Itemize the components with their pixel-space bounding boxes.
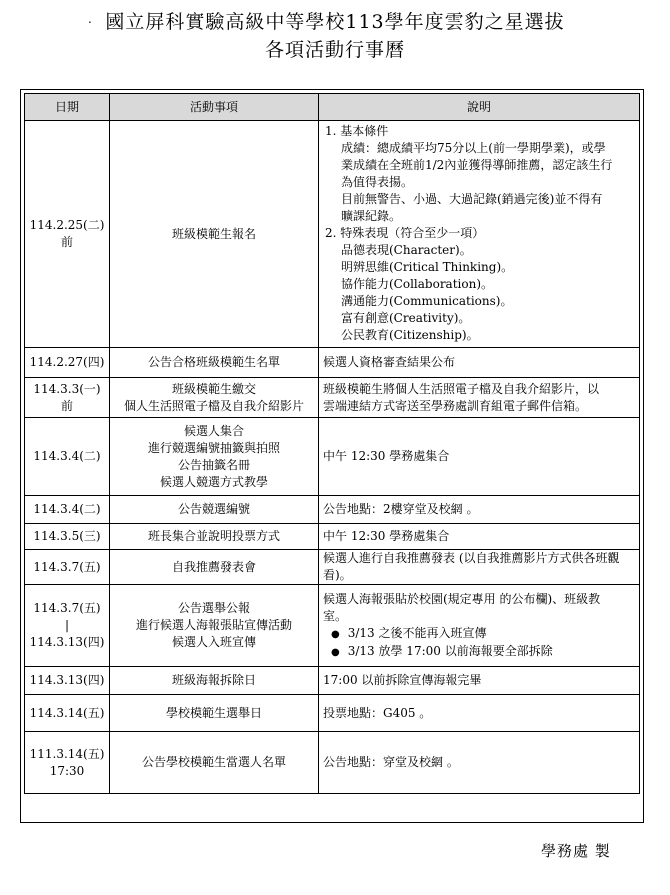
date-cell: [25, 348, 110, 378]
date-cell: [25, 732, 110, 794]
activity-cell: [110, 496, 319, 524]
description-text: 公告地點：穿堂及校網 。: [323, 755, 459, 769]
description-text: 目前無警告、小過、大過記錄(銷過完後)並不得有: [341, 192, 603, 206]
date-cell: [25, 585, 110, 667]
table-row: [25, 121, 640, 348]
description-cell: [319, 550, 640, 585]
description-cell: [319, 121, 640, 348]
document-title: 國立屏科實驗高級中等學校113學年度雲豹之星選拔: [105, 11, 565, 33]
date-cell: [25, 550, 110, 585]
column-header-date: 日期: [25, 94, 110, 121]
activity-text: 進行競選編號抽籤與拍照: [147, 440, 280, 455]
activity-text: 個人生活照電子檔及自我介紹影片: [123, 398, 304, 413]
description-text: 候選人海報張貼於校園(規定專用 的公布欄)、班級教: [323, 591, 601, 606]
description-text: 雲端連結方式寄送至學務處訓育組電子郵件信箱。: [323, 398, 588, 413]
activity-cell: [110, 418, 319, 496]
description-cell: [319, 732, 640, 794]
description-text: 協作能力(Collaboration)。: [341, 277, 494, 291]
description-text: 看)。: [323, 568, 352, 582]
activity-cell: [110, 121, 319, 348]
description-text: 候選人進行自我推薦發表 (以自我推薦影片方式供各班觀: [323, 551, 620, 565]
table-header-row: [25, 94, 640, 121]
activity-text: 班長集合並說明投票方式: [147, 529, 280, 543]
description-text: 2. 特殊表現（符合至少一項）: [325, 226, 485, 240]
date-cell: [25, 418, 110, 496]
activity-text: 候選人競選方式教學: [159, 474, 268, 489]
description-text: 候選人資格審查結果公布: [323, 355, 456, 369]
description-cell: [319, 524, 640, 550]
description-text: 曠課紀錄。: [341, 209, 402, 223]
activity-cell: [110, 732, 319, 794]
date-cell: [25, 496, 110, 524]
date-text: 114.3.13(四): [29, 673, 105, 687]
activity-text: 公告選舉公報: [177, 601, 250, 615]
description-text: 溝通能力(Communications)。: [341, 294, 513, 308]
table-row: [25, 667, 640, 695]
description-text: 成績：總成績平均75分以上(前一學期學業)，或學: [341, 141, 606, 155]
column-header-description: 說明: [319, 94, 640, 121]
activity-cell: [110, 667, 319, 695]
description-text: 17:00 以前拆除宣傳海報完畢: [323, 673, 482, 687]
activity-text: 自我推薦發表會: [171, 559, 256, 574]
document-subtitle: 各項活動行事曆: [264, 39, 405, 61]
activity-cell: [110, 695, 319, 732]
table-row: [25, 524, 640, 550]
date-text: 114.3.5(三): [33, 529, 101, 543]
date-text: 前: [60, 235, 73, 249]
date-text: 17:30: [49, 763, 85, 778]
date-text: 114.3.4(二): [33, 449, 101, 463]
activity-text: 公告競選編號: [177, 502, 250, 516]
date-text: |: [64, 618, 70, 632]
description-text: 1. 基本條件: [325, 124, 389, 138]
activity-text: 候選人入班宣傳: [171, 635, 256, 649]
date-text: 114.2.27(四): [29, 355, 105, 369]
description-cell: [319, 496, 640, 524]
bullet-item: ● 3/13 之後不能再入班宣傳: [323, 625, 635, 643]
description-text: 公民教育(Citizenship)。: [341, 328, 479, 342]
description-text: 中午 12:30 學務處集合: [323, 449, 450, 463]
date-cell: [25, 121, 110, 348]
description-text: 投票地點：G405 。: [323, 705, 432, 720]
description-text: 室。: [323, 608, 348, 623]
activity-text: 公告合格班級模範生名單: [147, 355, 280, 369]
date-text: 114.2.25(二): [29, 218, 105, 232]
activity-cell: [110, 378, 319, 418]
date-text: 111.3.14(五): [29, 746, 105, 761]
description-text: 中午 12:30 學務處集合: [323, 529, 450, 543]
description-text: 班級模範生將個人生活照電子檔及自我介紹影片，以: [323, 381, 600, 396]
activity-cell: [110, 585, 319, 667]
activity-text: 班級模範生繳交: [171, 381, 256, 396]
table-row: [25, 348, 640, 378]
description-text: 明辨思維(Critical Thinking)。: [341, 260, 514, 274]
table-row: [25, 585, 640, 667]
schedule-table: [24, 93, 640, 794]
date-text: 前: [60, 398, 73, 413]
activity-cell: [110, 348, 319, 378]
bullet-item: ● 3/13 放學 17:00 以前海報要全部拆除: [323, 643, 635, 661]
date-cell: [25, 667, 110, 695]
description-cell: [319, 585, 640, 667]
date-cell: [25, 524, 110, 550]
date-text: 114.3.7(五): [33, 601, 101, 615]
activity-text: 班級模範生報名: [171, 226, 256, 241]
table-row: [25, 418, 640, 496]
description-text: 業成績在全班前1/2內並獲得導師推薦，認定該生行: [341, 158, 613, 172]
description-text: 品德表現(Character)。: [341, 243, 472, 257]
activity-cell: [110, 524, 319, 550]
issuer-signature: 學務處 製: [541, 842, 611, 860]
description-cell: [319, 418, 640, 496]
column-header-activity: 活動事項: [110, 94, 319, 121]
activity-cell: [110, 550, 319, 585]
activity-text: 公告抽籤名冊: [177, 457, 250, 472]
description-cell: [319, 667, 640, 695]
table-row: [25, 695, 640, 732]
date-text: 114.3.14(五): [29, 705, 105, 720]
activity-text: 候選人集合: [183, 423, 244, 438]
date-text: 114.3.4(二): [33, 502, 101, 516]
date-cell: [25, 695, 110, 732]
activity-text: 班級海報拆除日: [171, 673, 256, 687]
description-text: 公告地點：2樓穿堂及校網 。: [323, 502, 479, 516]
date-text: 114.3.7(五): [33, 559, 101, 574]
description-cell: [319, 378, 640, 418]
table-row: [25, 732, 640, 794]
table-row: [25, 496, 640, 524]
activity-text: 進行候選人海報張貼宣傳活動: [135, 618, 292, 632]
description-text: 為值得表揚。: [341, 175, 414, 189]
activity-text: 公告學校模範生當選人名單: [141, 755, 286, 769]
date-cell: [25, 378, 110, 418]
date-text: 114.3.13(四): [29, 635, 105, 649]
table-row: [25, 550, 640, 585]
activity-text: 學校模範生選舉日: [165, 705, 262, 720]
date-text: 114.3.3(一): [33, 381, 101, 396]
description-cell: [319, 348, 640, 378]
table-row: [25, 378, 640, 418]
description-text: 富有創意(Creativity)。: [341, 311, 471, 325]
stray-dot: .: [88, 12, 92, 26]
description-cell: [319, 695, 640, 732]
